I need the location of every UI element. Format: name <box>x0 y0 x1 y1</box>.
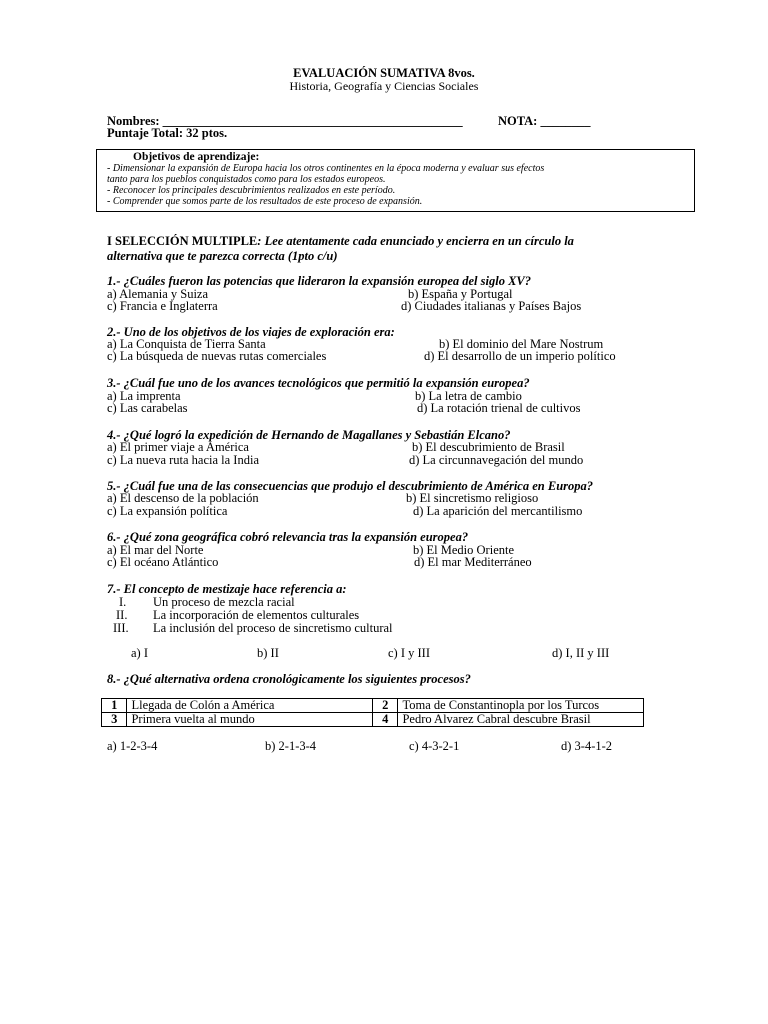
section-title: I SELECCIÓN MULTIPLE <box>107 234 258 248</box>
name-field-label: Nombres: ________________________________________________ <box>107 114 463 128</box>
process-text: Primera vuelta al mundo <box>127 713 373 727</box>
q7-option-c[interactable]: c) I y III <box>388 646 430 660</box>
process-number: 2 <box>372 699 397 713</box>
objective-line: tanto para los pueblos conquistados como para los estados europeos. <box>107 174 386 185</box>
q6-option-c[interactable]: c) El océano Atlántico <box>107 555 219 569</box>
question-4: 4.- ¿Qué logró la expedición de Hernando de Magallanes y Sebastián Elcano? <box>107 428 511 442</box>
q8-option-b[interactable]: b) 2-1-3-4 <box>265 739 317 753</box>
question-8: 8.- ¿Qué alternativa ordena cronológicamente los siguientes procesos? <box>107 672 471 686</box>
q3-option-c[interactable]: c) Las carabelas <box>107 401 188 415</box>
q2-option-d[interactable]: d) El desarrollo de un imperio político <box>424 349 616 363</box>
q7-item-number: II. <box>116 608 128 622</box>
q7-option-a[interactable]: a) I <box>131 646 148 660</box>
q7-item-text: La inclusión del proceso de sincretismo cultural <box>153 621 393 635</box>
q4-option-c[interactable]: c) La nueva ruta hacia la India <box>107 453 259 467</box>
q3-option-a[interactable]: a) La imprenta <box>107 389 181 403</box>
q7-item-number: III. <box>113 621 129 635</box>
q5-option-b[interactable]: b) El sincretismo religioso <box>406 491 539 505</box>
question-5: 5.- ¿Cuál fue una de las consecuencias que produjo el descubrimiento de América en Europa? <box>107 479 594 493</box>
q8-option-d[interactable]: d) 3-4-1-2 <box>561 739 613 753</box>
process-number: 4 <box>372 713 397 727</box>
q4-option-d[interactable]: d) La circunnavegación del mundo <box>409 453 584 467</box>
question-3: 3.- ¿Cuál fue uno de los avances tecnológicos que permitió la expansión europea? <box>107 376 530 390</box>
process-number: 3 <box>102 713 127 727</box>
q7-item-text: La incorporación de elementos culturales <box>153 608 360 622</box>
question-2: 2.- Uno de los objetivos de los viajes de exploración era: <box>107 325 395 339</box>
q1-option-d[interactable]: d) Ciudades italianas y Países Bajos <box>401 299 582 313</box>
q6-option-b[interactable]: b) El Medio Oriente <box>413 543 515 557</box>
objective-line: - Reconocer los principales descubrimientos realizados en este período. <box>107 185 396 196</box>
process-text: Toma de Constantinopla por los Turcos <box>398 699 644 713</box>
q5-option-a[interactable]: a) El descenso de la población <box>107 491 259 505</box>
question-7: 7.- El concepto de mestizaje hace referencia a: <box>107 582 347 596</box>
objective-line: - Comprender que somos parte de los resultados de este proceso de expansión. <box>107 196 423 207</box>
q8-option-a[interactable]: a) 1-2-3-4 <box>107 739 158 753</box>
q7-item-number: I. <box>119 595 127 609</box>
q4-option-a[interactable]: a) El primer viaje a América <box>107 440 249 454</box>
q6-option-a[interactable]: a) El mar del Norte <box>107 543 204 557</box>
objectives-heading: Objetivos de aprendizaje: <box>133 151 260 163</box>
process-text: Llegada de Colón a América <box>127 699 373 713</box>
q1-option-b[interactable]: b) España y Portugal <box>408 287 513 301</box>
q2-option-a[interactable]: a) La Conquista de Tierra Santa <box>107 337 266 351</box>
q7-option-b[interactable]: b) II <box>257 646 279 660</box>
q1-option-a[interactable]: a) Alemania y Suiza <box>107 287 209 301</box>
q8-option-c[interactable]: c) 4-3-2-1 <box>409 739 460 753</box>
q3-option-b[interactable]: b) La letra de cambio <box>415 389 522 403</box>
q5-option-d[interactable]: d) La aparición del mercantilismo <box>413 504 583 518</box>
section-instructions-cont: alternativa que te parezca correcta (1pto c/u) <box>107 249 338 263</box>
table-row <box>102 699 644 713</box>
q6-option-d[interactable]: d) El mar Mediterráneo <box>414 555 532 569</box>
q7-option-d[interactable]: d) I, II y III <box>552 646 610 660</box>
objective-line: - Dimensionar la expansión de Europa hacia los otros continentes en la época moderna y evaluar sus efectos <box>107 163 545 174</box>
q2-option-b[interactable]: b) El dominio del Mare Nostrum <box>439 337 604 351</box>
page-title: EVALUACIÓN SUMATIVA 8vos. <box>293 66 475 80</box>
q5-option-c[interactable]: c) La expansión política <box>107 504 228 518</box>
table-row <box>102 713 644 727</box>
grade-field-label: NOTA: ________ <box>498 114 591 128</box>
process-text: Pedro Alvarez Cabral descubre Brasil <box>398 713 644 727</box>
section-heading <box>107 235 574 248</box>
q1-option-c[interactable]: c) Francia e Inglaterra <box>107 299 218 313</box>
section-instructions: : Lee atentamente cada enunciado y encierra en un círculo la <box>257 234 574 248</box>
process-number: 1 <box>102 699 127 713</box>
processes-table <box>101 698 644 727</box>
question-1: 1.- ¿Cuáles fueron las potencias que lideraron la expansión europea del siglo XV? <box>107 274 531 288</box>
q7-item-text: Un proceso de mezcla racial <box>153 595 295 609</box>
question-6: 6.- ¿Qué zona geográfica cobró relevancia tras la expansión europea? <box>107 530 469 544</box>
q4-option-b[interactable]: b) El descubrimiento de Brasil <box>412 440 565 454</box>
page-subtitle: Historia, Geografía y Ciencias Sociales <box>289 79 479 93</box>
q2-option-c[interactable]: c) La búsqueda de nuevas rutas comerciales <box>107 349 327 363</box>
total-score: Puntaje Total: 32 ptos. <box>107 126 228 140</box>
q3-option-d[interactable]: d) La rotación trienal de cultivos <box>417 401 581 415</box>
